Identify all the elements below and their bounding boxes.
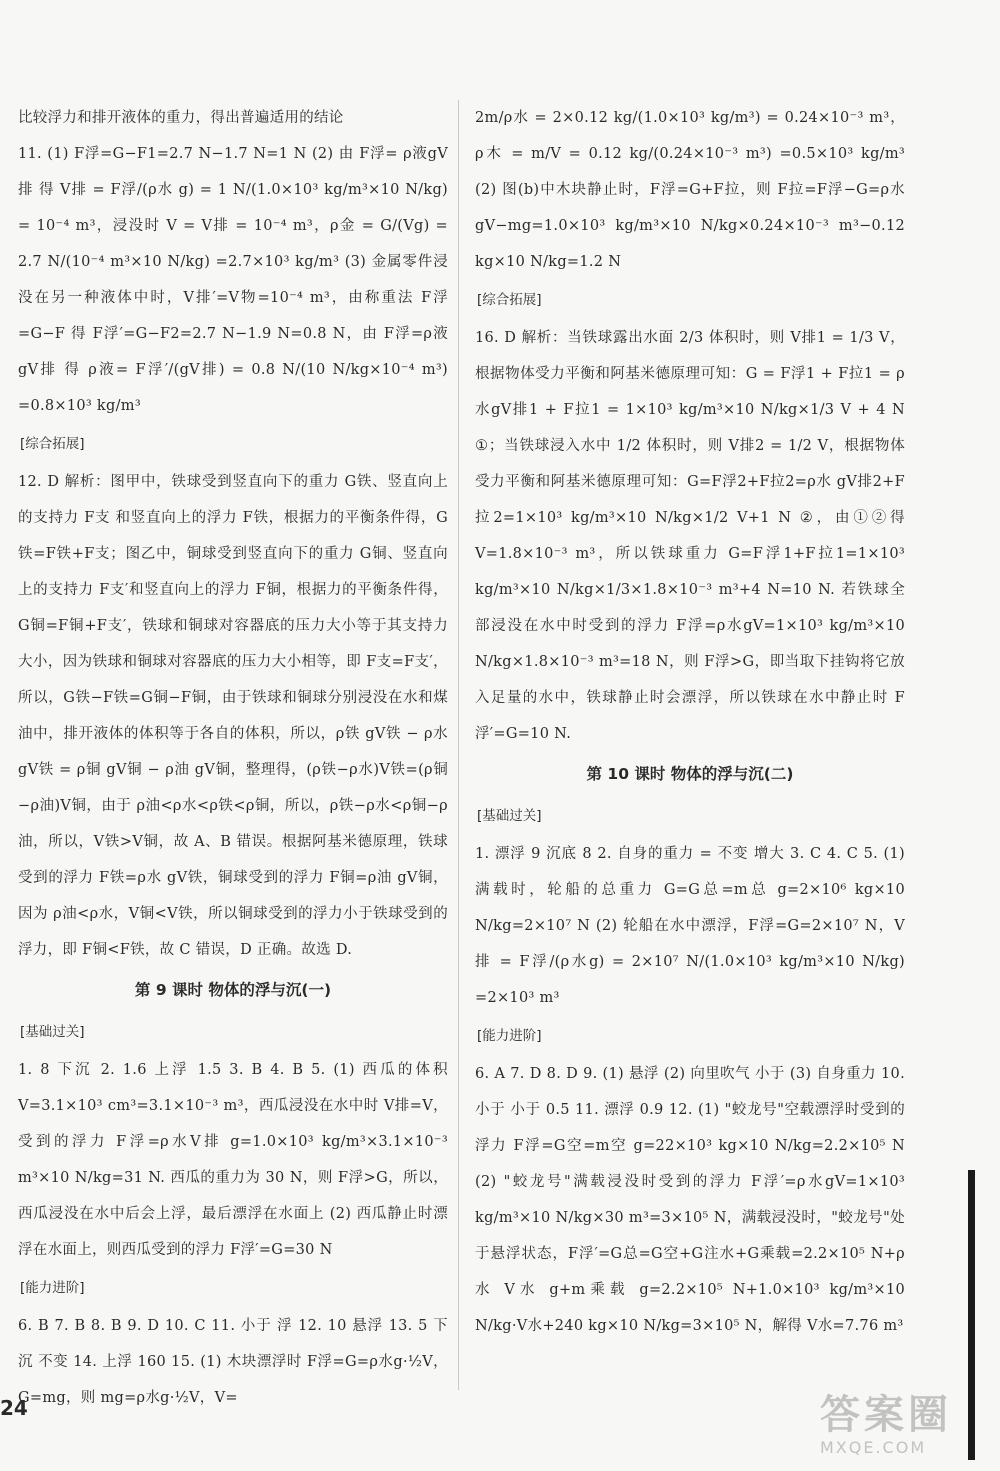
answer-11: 11. (1) F浮=G−F1=2.7 N−1.7 N=1 N (2) 由 F浮= ρ液gV排 得 V排 = F浮/(ρ水 g) = 1 N/(1.0×10³ kg/m³×10 N/kg) = 10⁻⁴ m³，浸没时 V = V排 = 10⁻⁴ m³，ρ金 = G/(Vg) = 2.7 N/(10⁻⁴ m³×10 N/kg) =2.7×10³ kg/m³ (3) 金属零件浸没在另一种液体中时，V排′=V物=10⁻⁴ m³，由称重法 F浮=G−F 得 F浮′=G−F2=2.7 N−1.9 N=0.8 N，由 F浮=ρ液 gV排 得 ρ液= F浮′/(gV排) = 0.8 N/(10 N/kg×10⁻⁴ m³) =0.8×10³ kg/m³ [18,146,448,414]
section-tag-zonghe: [综合拓展] [20,436,85,452]
section-tag-nengli: [能力进阶] [20,1280,85,1296]
lesson-10-advanced-answers: 6. A 7. D 8. D 9. (1) 悬浮 (2) 向里吹气 小于 (3) 自身重力 10. 小于 小于 0.5 11. 漂浮 0.9 12. (1) "蛟龙号"空载漂浮时受到的浮力 F浮=G空=m空 g=22×10³ kg×10 N/kg=2.2×10⁵ N (2) "蛟龙号"满载浸没时受到的浮力 F浮′=ρ水gV=1×10³ kg/m³×10 N/kg×30 m³=3×10⁵ N，满载浸没时，"蛟龙号"处于悬浮状态，F浮′=G总=G空+G注水+G乘载=2.2×10⁵ N+ρ水 V水 g+m乘载 g=2.2×10⁵ N+1.0×10³ kg/m³×10 N/kg·V水+240 kg×10 N/kg=3×10⁵ N，解得 V水=7.76 m³ [475,1066,905,1334]
left-column [18,100,448,1416]
section-tag-jichu: [基础过关] [20,1024,85,1040]
answer-16: 16. D 解析：当铁球露出水面 2/3 体积时，则 V排1 = 1/3 V，根据物体受力平衡和阿基米德原理可知：G = F浮1 + F拉1 = ρ水gV排1 + F拉1 = 1×10³ kg/m³×10 N/kg×1/3 V + 4 N ①；当铁球浸入水中 1/2 体积时，则 V排2 = 1/2 V，根据物体受力平衡和阿基米德原理可知：G=F浮2+F拉2=ρ水 gV排2+F拉2=1×10³ kg/m³×10 N/kg×1/2 V+1 N ②，由①②得 V=1.8×10⁻³ m³，所以铁球重力 G=F浮1+F拉1=1×10³ kg/m³×10 N/kg×1/3×1.8×10⁻³ m³+4 N=10 N. 若铁球全部浸没在水中时受到的浮力 F浮=ρ水gV=1×10³ kg/m³×10 N/kg×1.8×10⁻³ m³=18 N，则 F浮>G，即当取下挂钩将它放入足量的水中，铁球静止时会漂浮，所以铁球在水中静止时 F浮′=G=10 N. [475,330,905,742]
right-column [475,100,905,1344]
lesson-9-basic-answers: 1. 8 下沉 2. 1.6 上浮 1.5 3. B 4. B 5. (1) 西瓜的体积 V=3.1×10³ cm³=3.1×10⁻³ m³，西瓜浸没在水中时 V排=V，受到的浮力 F浮=ρ水V排 g=1.0×10³ kg/m³×3.1×10⁻³ m³×10 N/kg=31 N. 西瓜的重力为 30 N，则 F浮>G，所以，西瓜浸没在水中后会上浮，最后漂浮在水面上 (2) 西瓜静止时漂浮在水面上，则西瓜受到的浮力 F浮′=G=30 N [18,1062,448,1258]
lesson-9-advanced-answers: 6. B 7. B 8. B 9. D 10. C 11. 小于 浮 12. 10 悬浮 13. 5 下沉 不变 14. 上浮 160 15. (1) 木块漂浮时 F浮=G=ρ水g·½V，G=mg，则 mg=ρ水g·½V，V= [18,1318,448,1406]
lesson-10-heading: 第 10 课时 物体的浮与沉(二) [586,765,794,783]
intro-line: 比较浮力和排开液体的重力，得出普遍适用的结论 [18,110,344,126]
section-tag-zonghe: [综合拓展] [477,292,542,308]
answer-12: 12. D 解析：图甲中，铁球受到竖直向下的重力 G铁、竖直向上的支持力 F支 和竖直向上的浮力 F铁，根据力的平衡条件得，G铁=F铁+F支；图乙中，铜球受到竖直向下的重力 G铜、竖直向上的支持力 F支′和竖直向上的浮力 F铜，根据力的平衡条件得，G铜=F铜+F支′，铁球和铜球对容器底的压力大小等于其支持力大小，因为铁球和铜球对容器底的压力大小相等，即 F支=F支′，所以，G铁−F铁=G铜−F铜，由于铁球和铜球分别浸没在水和煤油中，排开液体的体积等于各自的体积，所以，ρ铁 gV铁 − ρ水 gV铁 = ρ铜 gV铜 − ρ油 gV铜，整理得，(ρ铁−ρ水)V铁=(ρ铜−ρ油)V铜，由于 ρ油<ρ水<ρ铁<ρ铜，所以，ρ铁−ρ水<ρ铜−ρ油，所以，V铁>V铜，故 A、B 错误。根据阿基米德原理，铁球受到的浮力 F铁=ρ水 gV铁，铜球受到的浮力 F铜=ρ油 gV铜，因为 ρ油<ρ水，V铜<V铁，所以铜球受到的浮力小于铁球受到的浮力，即 F铜<F铁，故 C 错误，D 正确。故选 D. [18,474,448,958]
lesson-9-heading: 第 9 课时 物体的浮与沉(一) [134,981,332,999]
page-number: 24 [0,1396,28,1420]
watermark-logo [820,1392,990,1467]
section-tag-nengli: [能力进阶] [477,1028,542,1044]
watermark-main: 答案圈 [820,1392,952,1438]
lesson-10-basic-answers: 1. 漂浮 9 沉底 8 2. 自身的重力 = 不变 增大 3. C 4. C 5. (1) 满载时，轮船的总重力 G=G总=m总 g=2×10⁶ kg×10 N/kg=2×10⁷ N (2) 轮船在水中漂浮，F浮=G=2×10⁷ N，V排 = F浮/(ρ水g) = 2×10⁷ N/(1.0×10³ kg/m³×10 N/kg) =2×10³ m³ [475,846,905,1006]
section-tag-jichu: [基础过关] [477,808,542,824]
watermark-url: MXQE.COM [820,1438,927,1457]
column-divider [458,100,459,1390]
answer-15-continued: 2m/ρ水 = 2×0.12 kg/(1.0×10³ kg/m³) = 0.24×10⁻³ m³，ρ木 = m/V = 0.12 kg/(0.24×10⁻³ m³) =0.5×10³ kg/m³ (2) 图(b)中木块静止时，F浮=G+F拉，则 F拉=F浮−G=ρ水 gV−mg=1.0×10³ kg/m³×10 N/kg×0.24×10⁻³ m³−0.12 kg×10 N/kg=1.2 N [475,110,905,270]
